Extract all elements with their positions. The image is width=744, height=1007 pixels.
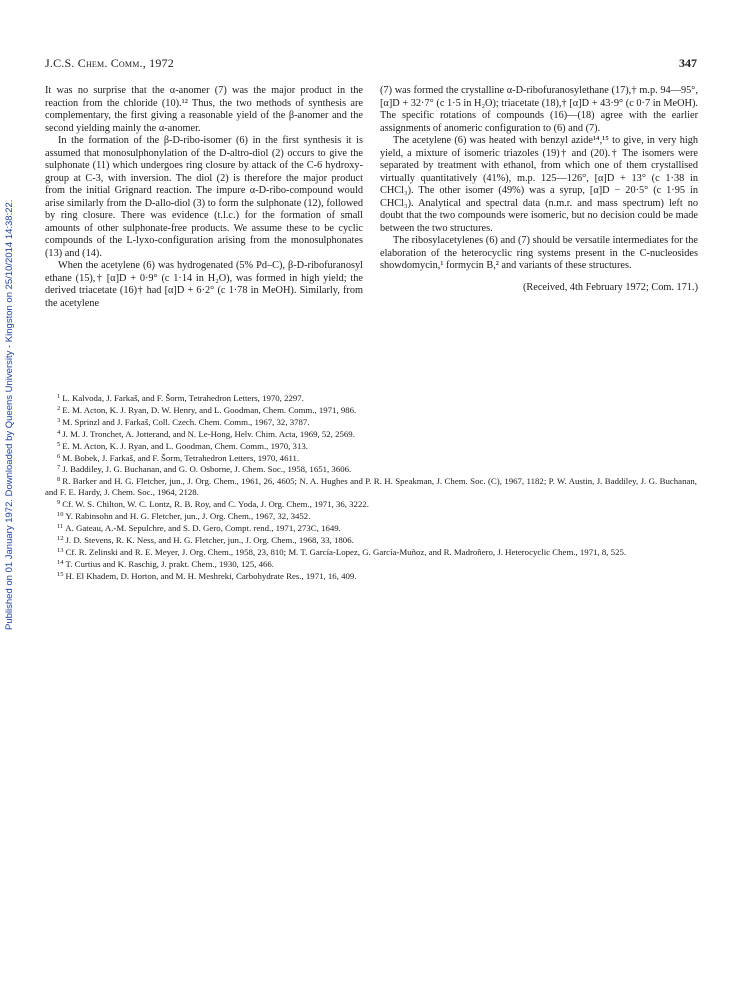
reference-number: 8 (57, 476, 61, 484)
journal-title: J.C.S. Chem. Comm., 1972 (45, 56, 174, 70)
reference-number: 11 (57, 522, 64, 530)
reference-number: 14 (57, 558, 64, 566)
reference-item: $^8$ R. Barker and H. G. Fletcher, jun., J. Org. Chem., 1961, 26, 4605; N. A. Hughes and P. R. H. Speakman, J. Chem. Soc. (C), 1967, 1182; P. W. Austin, J. Baddiley, J. G. Buchanan, and F. E. Hardy, J. Chem. Soc., 1964, 2128. (45, 476, 697, 498)
reference-number: 3 (57, 416, 61, 424)
paragraph: The ribosylacetylenes (6) and (7) should be versatile intermediates for the elaboration of the heterocyclic ring systems present in the C-nucleosides showdomycin,¹ formycin B,² and variants of these structures. (380, 235, 698, 271)
page-number: 347 (679, 56, 697, 70)
right-column (380, 85, 698, 294)
paragraph: It was no surprise that the α-anomer (7) was the major product in the reaction from the chloride (10).¹² Thus, the two methods of synthesis are complementary, the first giving a reasonable yield of the β-anomer and the second yielding mainly the α-anomer. (45, 85, 363, 134)
reference-number: 13 (57, 546, 64, 554)
reference-item: $^7$ J. Baddiley, J. G. Buchanan, and G. O. Osborne, J. Chem. Soc., 1958, 1651, 3606. (57, 464, 352, 475)
reference-item: $^{12}$ J. D. Stevens, R. K. Ness, and H. G. Fletcher, jun., J. Org. Chem., 1968, 33, 1806. (57, 534, 354, 545)
reference-number: 4 (57, 428, 61, 436)
download-watermark-text: Published on 01 January 1972. Downloaded by Queens University - Kingston on 25/10/2014 14:38:22. (4, 199, 15, 630)
reference-number: 10 (57, 511, 64, 519)
paragraph: When the acetylene (6) was hydrogenated (5% Pd–C), β-D-ribofuranosyl ethane (15),† [α]D + 0·9° (c 1·14 in H₂O), was formed in high yield; the derived triacetate (16)† had [α]D + 6·2° (c 1·78 in MeOH). Similarly, from the acetylene (45, 260, 363, 309)
download-watermark (2, 160, 20, 630)
reference-item: $^{13}$ Cf. R. Zelinski and R. E. Meyer, J. Org. Chem., 1958, 23, 810; M. T. García-Lopez, G. García-Muñoz, and R. Madroñero, J. Heterocyclic Chem., 1971, 8, 525. (57, 546, 627, 557)
paragraph: The acetylene (6) was heated with benzyl azide¹⁴,¹⁵ to give, in very high yield, a mixture of isomeric triazoles (19)† and (20).† The isomers were separated by treatment with ethanol, from which one of them crystallised virtually quantitatively (41%), m.p. 125—126°, [α]D + 13° (c 1·38 in CHCl₃). The other isomer (49%) was a syrup, [α]D − 20·5° (c 1·95 in CHCl₃). Analytical and spectral data (n.m.r. and mass spectrum) left no doubt that the two compounds were isomeric, but no decision could be made between the two structures. (380, 135, 698, 234)
left-column (45, 85, 363, 310)
reference-item: $^1$ L. Kalvoda, J. Farkaš, and F. Šorm, Tetrahedron Letters, 1970, 2297. (57, 393, 304, 403)
reference-item: $^{14}$ T. Curtius and K. Raschig, J. prakt. Chem., 1930, 125, 466. (57, 558, 275, 569)
reference-number: 2 (57, 404, 61, 412)
reference-item: $^{15}$ H. El Khadem, D. Horton, and M. H. Meshreki, Carbohydrate Res., 1971, 16, 409. (57, 570, 357, 581)
reference-number: 12 (57, 534, 64, 542)
reference-item: $^2$ E. M. Acton, K. J. Ryan, D. W. Henry, and L. Goodman, Chem. Comm., 1971, 986. (57, 404, 357, 415)
reference-item: $^9$ Cf. W. S. Chilton, W. C. Lontz, R. B. Roy, and C. Yoda, J. Org. Chem., 1971, 36, 3222. (57, 499, 369, 510)
page-header (45, 56, 697, 72)
reference-number: 5 (57, 440, 61, 448)
reference-item: $^6$ M. Bobek, J. Farkaš, and F. Šorm, Tetrahedron Letters, 1970, 4611. (57, 452, 300, 463)
paragraph: In the formation of the β-D-ribo-isomer (6) in the first synthesis it is assumed that monosulphonylation of the D-altro-diol (2) occurs to give the sulphonate (11) which undergoes ring closure by attack of the C-6 hydroxy-group at C-3, with inversion. The diol (2) is therefore the major product from the initial Grignard reaction. The impure α-D-ribo-compound would arise similarly from the D-allo-diol (3) to form the sulphonate (12), followed by ring closure. There was evidence (t.l.c.) for the formation of small amounts of other sulphonate-free products. We assume these to be cyclic compounds of the L-lyxo-configuration arising from the monosulphonates (13) and (14). (45, 135, 363, 259)
reference-number: 15 (57, 570, 64, 578)
reference-number: 7 (57, 464, 61, 472)
reference-item: $^{11}$ A. Gateau, A.-M. Sepulchre, and S. D. Gero, Compt. rend., 1971, 273C, 1649. (57, 522, 341, 533)
reference-item: $^{10}$ Y. Rabinsohn and H. G. Fletcher, jun., J. Org. Chem., 1967, 32, 3452. (57, 511, 311, 522)
reference-number: 9 (57, 499, 61, 507)
reference-item: $^4$ J. M. J. Tronchet, A. Jotterand, and N. Le-Hong, Helv. Chim. Acta, 1969, 52, 2569. (57, 428, 355, 439)
paragraph: (7) was formed the crystalline α-D-ribofuranosylethane (17),† m.p. 94—95°, [α]D + 32·7° (c 1·5 in H₂O); triacetate (18),† [α]D + 43·9° (c 0·7 in MeOH). The specific rotations of compounds (16)—(18) agree with the earlier assignments of anomeric configuration to (6) and (7). (380, 85, 698, 134)
reference-number: 1 (57, 393, 61, 400)
reference-list (45, 392, 697, 582)
reference-number: 6 (57, 452, 61, 460)
reference-item: $^3$ M. Sprinzl and J. Farkaš, Coll. Czech. Chem. Comm., 1967, 32, 3787. (57, 416, 310, 427)
received-date: (Received, 4th February 1972; Com. 171.) (522, 281, 698, 293)
reference-item: $^5$ E. M. Acton, K. J. Ryan, and L. Goodman, Chem. Comm., 1970, 313. (57, 440, 308, 451)
